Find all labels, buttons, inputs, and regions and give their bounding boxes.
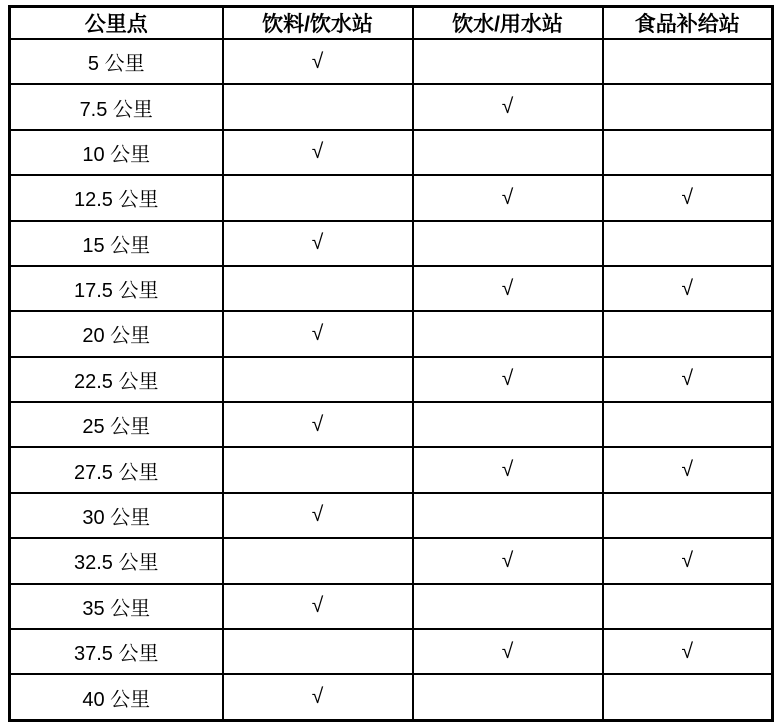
checkmark-cell: √ (223, 130, 413, 175)
km-point-cell: 37.5 公里 (10, 629, 223, 674)
checkmark-cell: √ (413, 357, 603, 402)
checkmark-cell: √ (223, 311, 413, 356)
empty-cell (223, 175, 413, 220)
empty-cell (603, 584, 773, 629)
empty-cell (603, 402, 773, 447)
table-row (10, 221, 773, 266)
header-food-station: 食品补给站 (603, 7, 773, 40)
table-row (10, 175, 773, 220)
checkmark-cell: √ (223, 493, 413, 538)
table-row (10, 357, 773, 402)
empty-cell (413, 221, 603, 266)
checkmark-cell: √ (413, 629, 603, 674)
table-row (10, 447, 773, 492)
empty-cell (223, 266, 413, 311)
table-row (10, 538, 773, 583)
km-point-cell: 10 公里 (10, 130, 223, 175)
checkmark-cell: √ (223, 584, 413, 629)
checkmark-cell: √ (413, 538, 603, 583)
checkmark-cell: √ (413, 175, 603, 220)
empty-cell (223, 84, 413, 129)
km-point-cell: 40 公里 (10, 674, 223, 720)
empty-cell (413, 402, 603, 447)
km-point-cell: 17.5 公里 (10, 266, 223, 311)
table-body (10, 39, 773, 721)
km-point-cell: 27.5 公里 (10, 447, 223, 492)
empty-cell (223, 447, 413, 492)
empty-cell (413, 130, 603, 175)
table-row (10, 629, 773, 674)
table-row (10, 674, 773, 720)
km-point-cell: 20 公里 (10, 311, 223, 356)
km-point-cell: 22.5 公里 (10, 357, 223, 402)
empty-cell (223, 629, 413, 674)
km-point-cell: 25 公里 (10, 402, 223, 447)
checkmark-cell: √ (603, 629, 773, 674)
km-point-cell: 5 公里 (10, 39, 223, 84)
checkmark-cell: √ (223, 39, 413, 84)
empty-cell (413, 674, 603, 720)
checkmark-cell: √ (223, 221, 413, 266)
km-point-cell: 32.5 公里 (10, 538, 223, 583)
empty-cell (603, 84, 773, 129)
km-point-cell: 12.5 公里 (10, 175, 223, 220)
checkmark-cell: √ (223, 402, 413, 447)
empty-cell (223, 538, 413, 583)
empty-cell (603, 311, 773, 356)
checkmark-cell: √ (603, 538, 773, 583)
checkmark-cell: √ (603, 447, 773, 492)
table-row (10, 84, 773, 129)
checkmark-cell: √ (603, 175, 773, 220)
checkmark-cell: √ (603, 357, 773, 402)
header-water-station: 饮水/用水站 (413, 7, 603, 40)
table-row (10, 311, 773, 356)
checkmark-cell: √ (413, 447, 603, 492)
km-point-cell: 7.5 公里 (10, 84, 223, 129)
empty-cell (413, 493, 603, 538)
table-row (10, 266, 773, 311)
table-row (10, 584, 773, 629)
checkmark-cell: √ (413, 266, 603, 311)
empty-cell (603, 221, 773, 266)
header-row (10, 7, 773, 40)
km-point-cell: 35 公里 (10, 584, 223, 629)
empty-cell (413, 39, 603, 84)
empty-cell (413, 584, 603, 629)
km-point-cell: 15 公里 (10, 221, 223, 266)
checkmark-cell: √ (223, 674, 413, 720)
header-drink-station: 饮料/饮水站 (223, 7, 413, 40)
table-row (10, 493, 773, 538)
table-row (10, 130, 773, 175)
empty-cell (223, 357, 413, 402)
empty-cell (603, 130, 773, 175)
empty-cell (603, 493, 773, 538)
table-row (10, 402, 773, 447)
empty-cell (413, 311, 603, 356)
km-point-cell: 30 公里 (10, 493, 223, 538)
empty-cell (603, 674, 773, 720)
empty-cell (603, 39, 773, 84)
table-row (10, 39, 773, 84)
header-km-point: 公里点 (10, 7, 223, 40)
checkmark-cell: √ (603, 266, 773, 311)
checkmark-cell: √ (413, 84, 603, 129)
supply-station-table (8, 5, 774, 722)
